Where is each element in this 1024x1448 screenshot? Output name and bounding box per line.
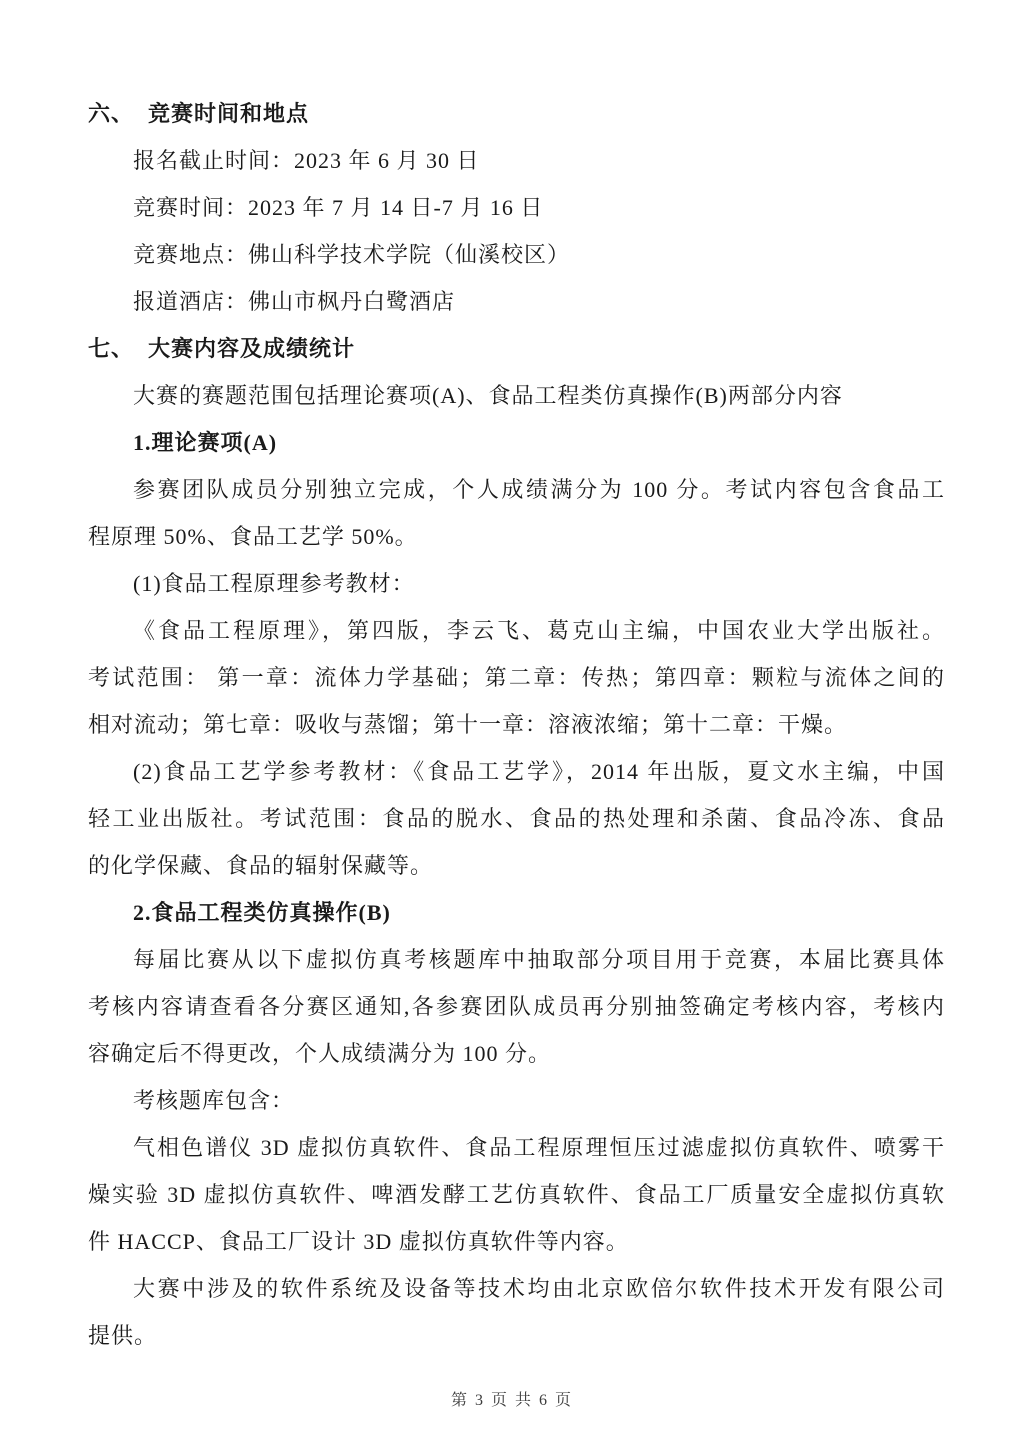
paragraph-line: 的化学保藏、食品的辐射保藏等。 — [88, 853, 434, 878]
paragraph-line: 相对流动；第七章：吸收与蒸馏；第十一章：溶液浓缩；第十二章：干燥。 — [88, 712, 848, 737]
section-number: 六、 — [88, 101, 135, 126]
paragraph-line: 报道酒店：佛山市枫丹白鹭酒店 — [133, 289, 456, 314]
section-title: 竞赛时间和地点 — [148, 101, 310, 126]
paragraph-line: 大赛的赛题范围包括理论赛项(A)、食品工程类仿真操作(B)两部分内容 — [133, 383, 843, 408]
section-heading — [88, 90, 945, 137]
section-title: 大赛内容及成绩统计 — [148, 336, 356, 361]
paragraph-line: 大赛中涉及的软件系统及设备等技术均由北京欧倍尔软件技术开发有限公司 — [133, 1276, 945, 1301]
paragraph-line: 考核内容请查看各分赛区通知,各参赛团队成员再分别抽签确定考核内容，考核内 — [88, 994, 945, 1019]
paragraph-line: 提供。 — [88, 1323, 158, 1348]
paragraph-line: 件 HACCP、食品工厂设计 3D 虚拟仿真软件等内容。 — [88, 1229, 629, 1254]
paragraph-line: (1)食品工程原理参考教材： — [133, 571, 415, 596]
paragraph-line: 竞赛时间：2023 年 7 月 14 日-7 月 16 日 — [133, 195, 544, 220]
paragraph-line: 考试范围： 第一章：流体力学基础；第二章：传热；第四章：颗粒与流体之间的 — [88, 665, 945, 690]
paragraph-line: 每届比赛从以下虚拟仿真考核题库中抽取部分项目用于竞赛，本届比赛具体 — [133, 947, 945, 972]
section-number: 七、 — [88, 336, 135, 361]
paragraph-line: 气相色谱仪 3D 虚拟仿真软件、食品工程原理恒压过滤虚拟仿真软件、喷雾干 — [133, 1135, 945, 1160]
paragraph-line: 报名截止时间：2023 年 6 月 30 日 — [133, 148, 480, 173]
document-body — [88, 90, 945, 1359]
paragraph-line: 考核题库包含： — [133, 1088, 295, 1113]
paragraph-line: 燥实验 3D 虚拟仿真软件、啤酒发酵工艺仿真软件、食品工厂质量安全虚拟仿真软 — [88, 1182, 945, 1207]
paragraph-line: (2)食品工艺学参考教材：《食品工艺学》，2014 年出版，夏文水主编，中国 — [133, 759, 945, 784]
section-heading — [88, 325, 945, 372]
paragraph-line: 《食品工程原理》，第四版，李云飞、葛克山主编，中国农业大学出版社。 — [133, 618, 945, 643]
paragraph-line: 轻工业出版社。考试范围：食品的脱水、食品的热处理和杀菌、食品冷冻、食品 — [88, 806, 945, 831]
paragraph-line: 程原理 50%、食品工艺学 50%。 — [88, 524, 418, 549]
paragraph-line: 竞赛地点：佛山科学技术学院（仙溪校区） — [133, 242, 571, 267]
page-number-footer: 第 3 页 共 6 页 — [450, 1392, 573, 1409]
paragraph-line: 容确定后不得更改，个人成绩满分为 100 分。 — [88, 1041, 552, 1066]
paragraph-line: 参赛团队成员分别独立完成，个人成绩满分为 100 分。考试内容包含食品工 — [133, 477, 945, 502]
sub-heading: 1.理论赛项(A) — [133, 430, 278, 455]
sub-heading: 2.食品工程类仿真操作(B) — [133, 900, 391, 925]
